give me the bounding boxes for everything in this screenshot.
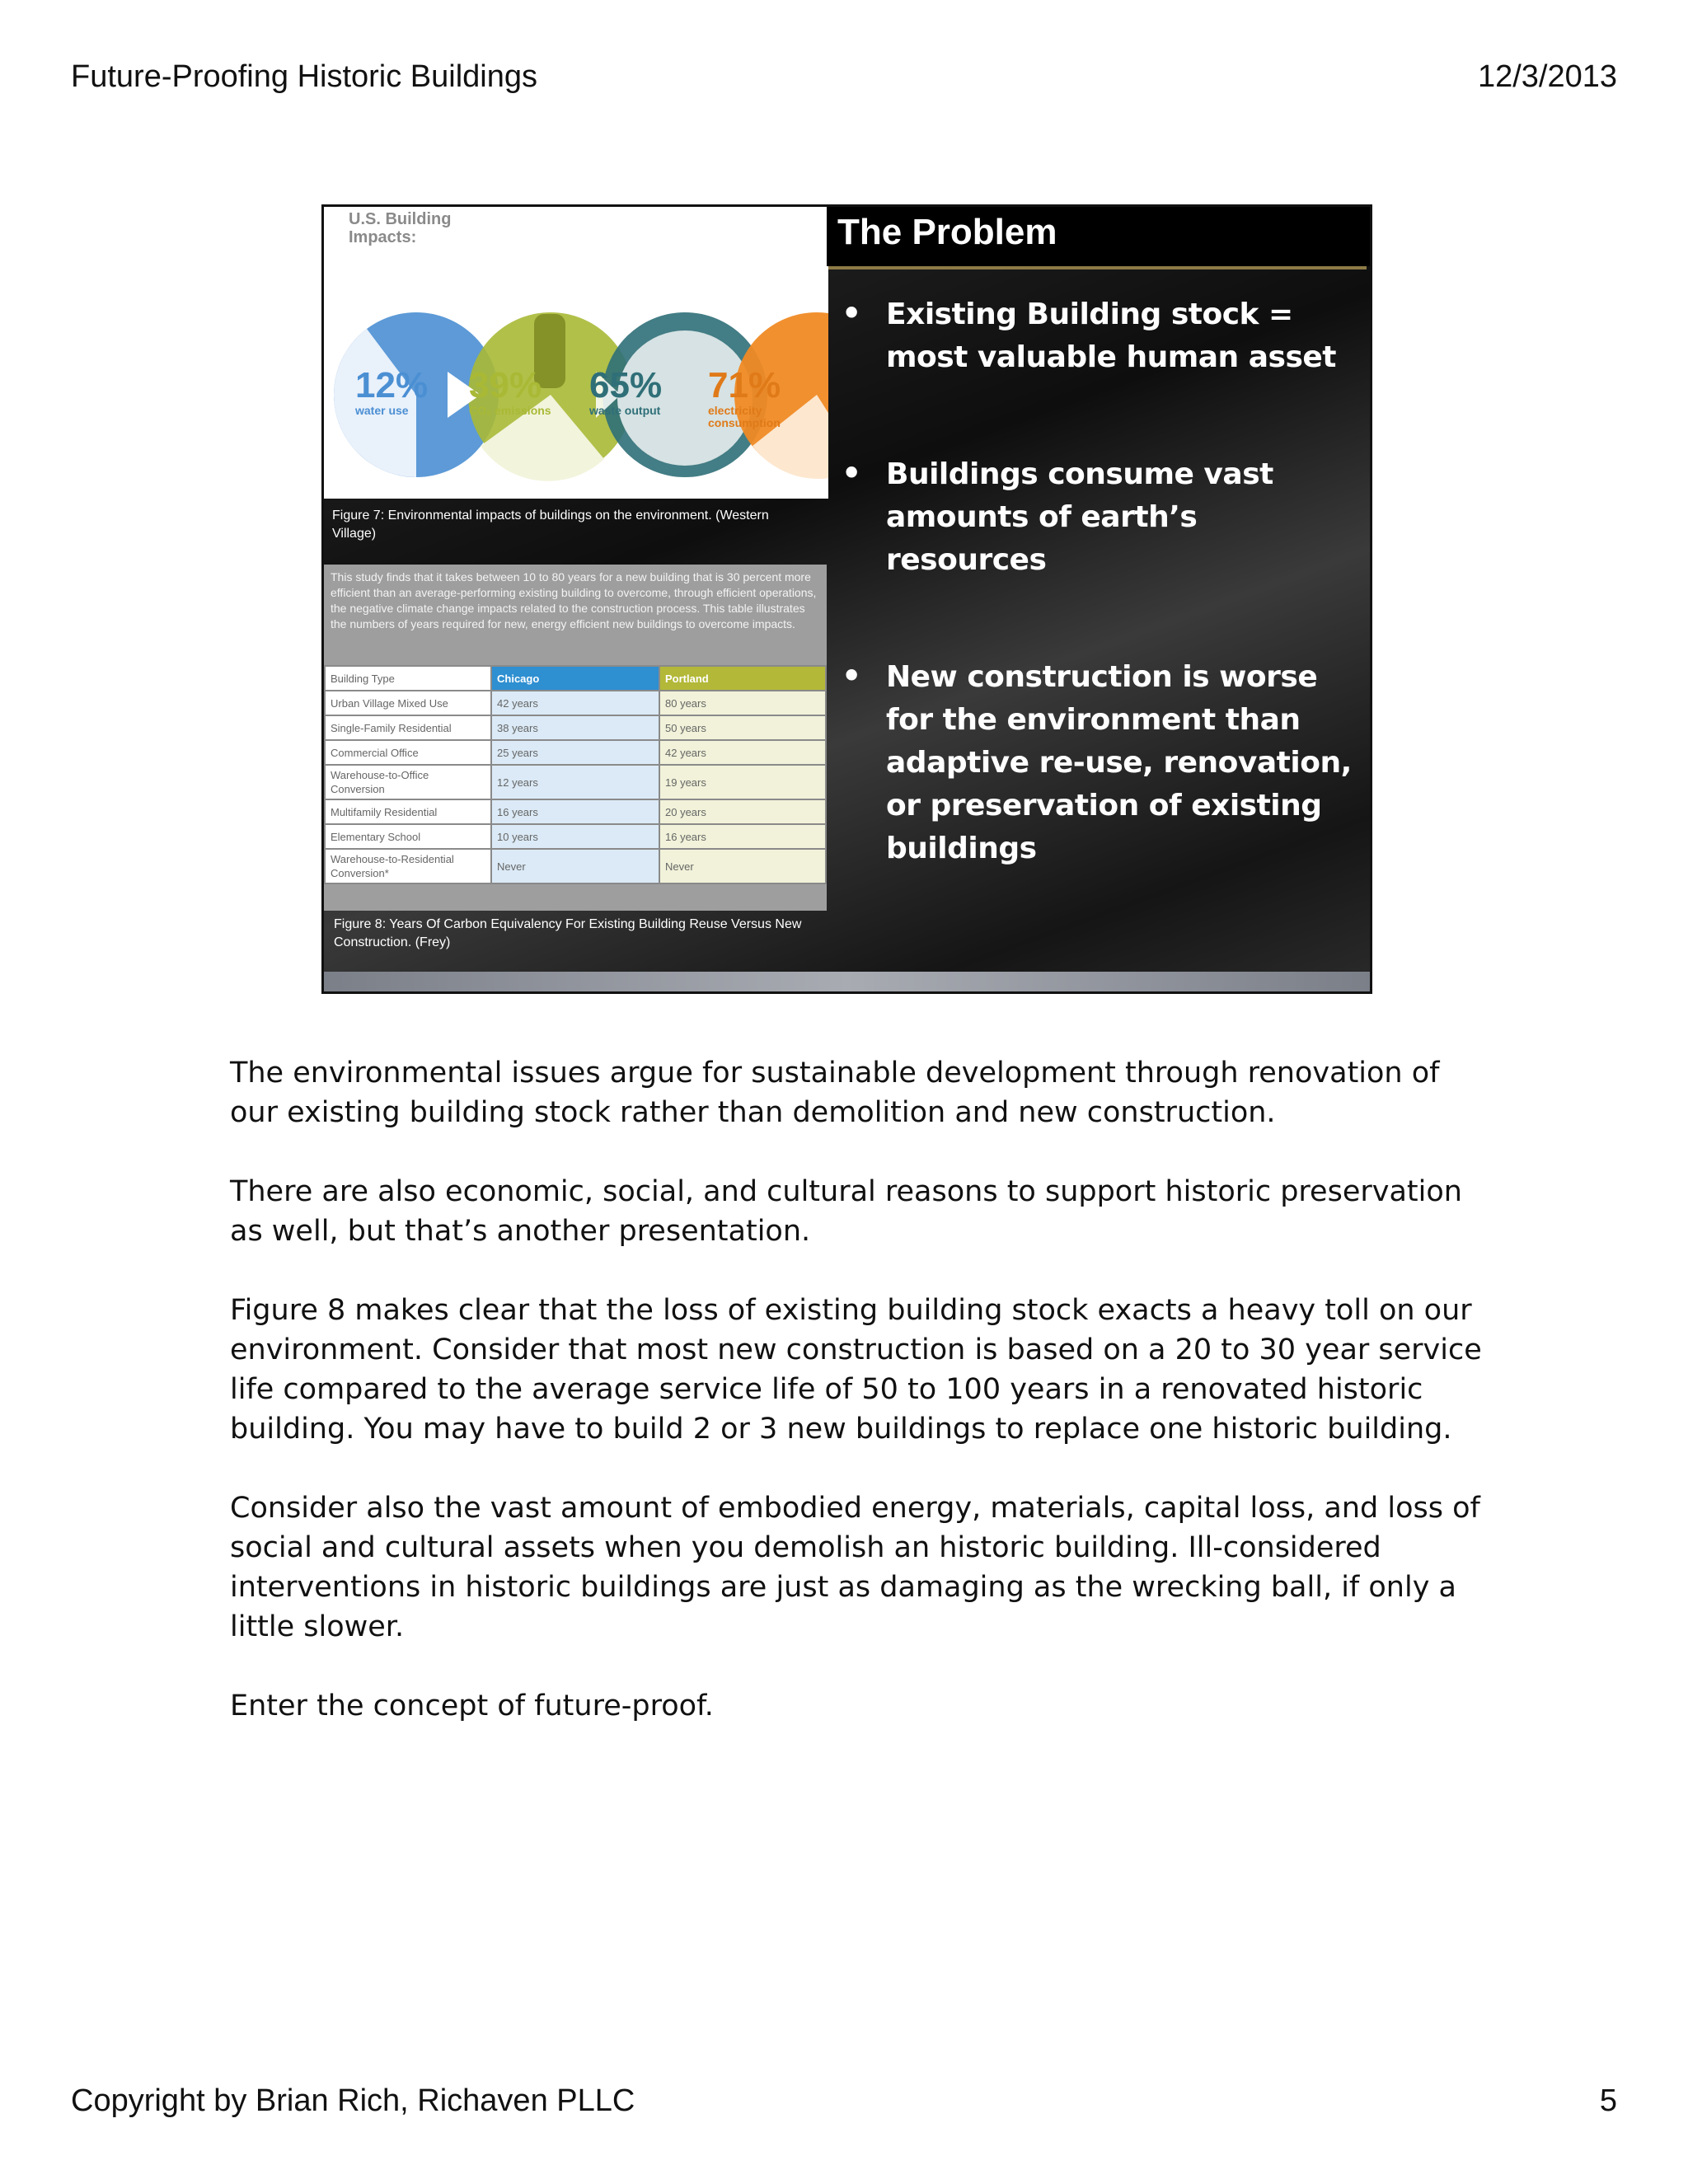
table-cell: 20 years: [659, 799, 826, 824]
body-paragraph: The environmental issues argue for sustainable development through renovation of our existing building stock rather than demolition and new construction.: [230, 1057, 1440, 1129]
table-cell: Commercial Office: [325, 740, 491, 765]
stat-water: [355, 367, 428, 416]
study-text: This study finds that it takes between 10 to 80 years for a new building that is 30 percent more efficient than an average-performing existing building to overcome, through efficient operations, the negative climate change impacts related to the construction process. This table illustrates the numbers of years required for new, energy efficient new buildings to overcome impacts.: [331, 570, 817, 630]
stat-co2: [469, 367, 551, 416]
page-header-title: Future-Proofing Historic Buildings: [71, 59, 538, 94]
table-cell: 10 years: [491, 824, 659, 849]
table-cell: Multifamily Residential: [325, 799, 491, 824]
body-text: [230, 1053, 1483, 1726]
slide-image: [321, 204, 1372, 994]
table-header-cell: Building Type: [325, 666, 491, 691]
table-cell: 16 years: [659, 824, 826, 849]
table-cell: 16 years: [491, 799, 659, 824]
impact-circles-graphic: [324, 207, 828, 499]
table-cell: Single-Family Residential: [325, 715, 491, 740]
table-cell: 80 years: [659, 691, 826, 715]
table-row: [325, 849, 826, 883]
table-cell: Urban Village Mixed Use: [325, 691, 491, 715]
body-paragraph: Enter the concept of future-proof.: [230, 1690, 714, 1722]
table-cell: Never: [659, 849, 826, 883]
body-paragraph: Figure 8 makes clear that the loss of existing building stock exacts a heavy toll on our environment. Consider that most new construction is based on a 20 to 30 year service life compared to the average service life of 50 to 100 years in a renovated historic building. You may have to build 2 or 3 new buildings to replace one historic building.: [230, 1294, 1482, 1446]
infographic-label-line1: U.S. Building: [349, 210, 452, 228]
table-header-row: [325, 666, 826, 691]
stat-water-label: water use: [355, 404, 409, 417]
page-header-date: 12/3/2013: [1477, 59, 1617, 94]
table-cell: 19 years: [659, 765, 826, 799]
table-cell: 42 years: [659, 740, 826, 765]
slide-title-rule: [828, 266, 1367, 269]
stat-co2-label: CO₂ emissions: [469, 404, 551, 417]
slide-bottom-bar: [324, 972, 1370, 991]
stat-electricity-value: 71%: [708, 365, 781, 405]
page-footer-page-number: 5: [1599, 2083, 1617, 2118]
stat-electricity: [708, 367, 790, 429]
slide-bullet-text: Existing Building stock = most valuable human asset: [886, 298, 1336, 374]
table-row: [325, 799, 826, 824]
table-row: [325, 715, 826, 740]
body-paragraph: There are also economic, social, and cultural reasons to support historic preservation as well, but that’s another presentation.: [230, 1175, 1462, 1248]
figure7-caption: Figure 7: Environmental impacts of buildings on the environment. (Western Village): [332, 509, 769, 541]
slide-title: The Problem: [837, 212, 1057, 252]
table-row: [325, 740, 826, 765]
infographic-panel: [324, 207, 828, 499]
table-cell: 25 years: [491, 740, 659, 765]
table-header-cell: Chicago: [491, 666, 659, 691]
infographic-label-line2: Impacts:: [349, 228, 417, 246]
bullet-dot-icon: •: [842, 455, 862, 491]
slide-bullet-list: [835, 293, 1362, 869]
slide-bullet: [835, 655, 1362, 869]
carbon-equivalency-table: [324, 665, 827, 884]
bullet-dot-icon: •: [842, 658, 862, 694]
table-cell: Warehouse-to-Office Conversion: [325, 765, 491, 799]
stat-waste-label: waste output: [589, 404, 661, 417]
table-row: [325, 765, 826, 799]
table-cell: 38 years: [491, 715, 659, 740]
body-paragraph: Consider also the vast amount of embodied energy, materials, capital loss, and loss of social and cultural assets when you demolish an historic building. Ill-considered interventions in historic buildings are just as damaging as the wrecking ball, if only a little slower.: [230, 1492, 1480, 1643]
stat-waste-value: 65%: [589, 365, 663, 405]
table-header-cell: Portland: [659, 666, 826, 691]
stat-co2-value: 39%: [469, 365, 542, 405]
table-cell: Warehouse-to-Residential Conversion*: [325, 849, 491, 883]
table-cell: 12 years: [491, 765, 659, 799]
table-cell: 50 years: [659, 715, 826, 740]
stat-waste: [589, 367, 662, 416]
stat-electricity-label: electricity consumption: [708, 404, 781, 429]
slide-bullet: [835, 293, 1362, 378]
table-row: [325, 824, 826, 849]
table-cell: 42 years: [491, 691, 659, 715]
slide-bullet: [835, 452, 1362, 581]
slide-bullet-text: New construction is worse for the environment than adaptive re-use, renovation, or preservation of existing buildings: [886, 660, 1352, 865]
table-cell: Never: [491, 849, 659, 883]
table-row: [325, 691, 826, 715]
figure8-caption: Figure 8: Years Of Carbon Equivalency For Existing Building Reuse Versus New Construction. (Frey): [334, 917, 802, 949]
stat-water-value: 12%: [355, 365, 429, 405]
table-cell: Elementary School: [325, 824, 491, 849]
bullet-dot-icon: •: [842, 295, 862, 331]
slide-bullet-text: Buildings consume vast amounts of earth’s resources: [886, 457, 1273, 577]
page-footer-copyright: Copyright by Brian Rich, Richaven PLLC: [71, 2083, 635, 2118]
